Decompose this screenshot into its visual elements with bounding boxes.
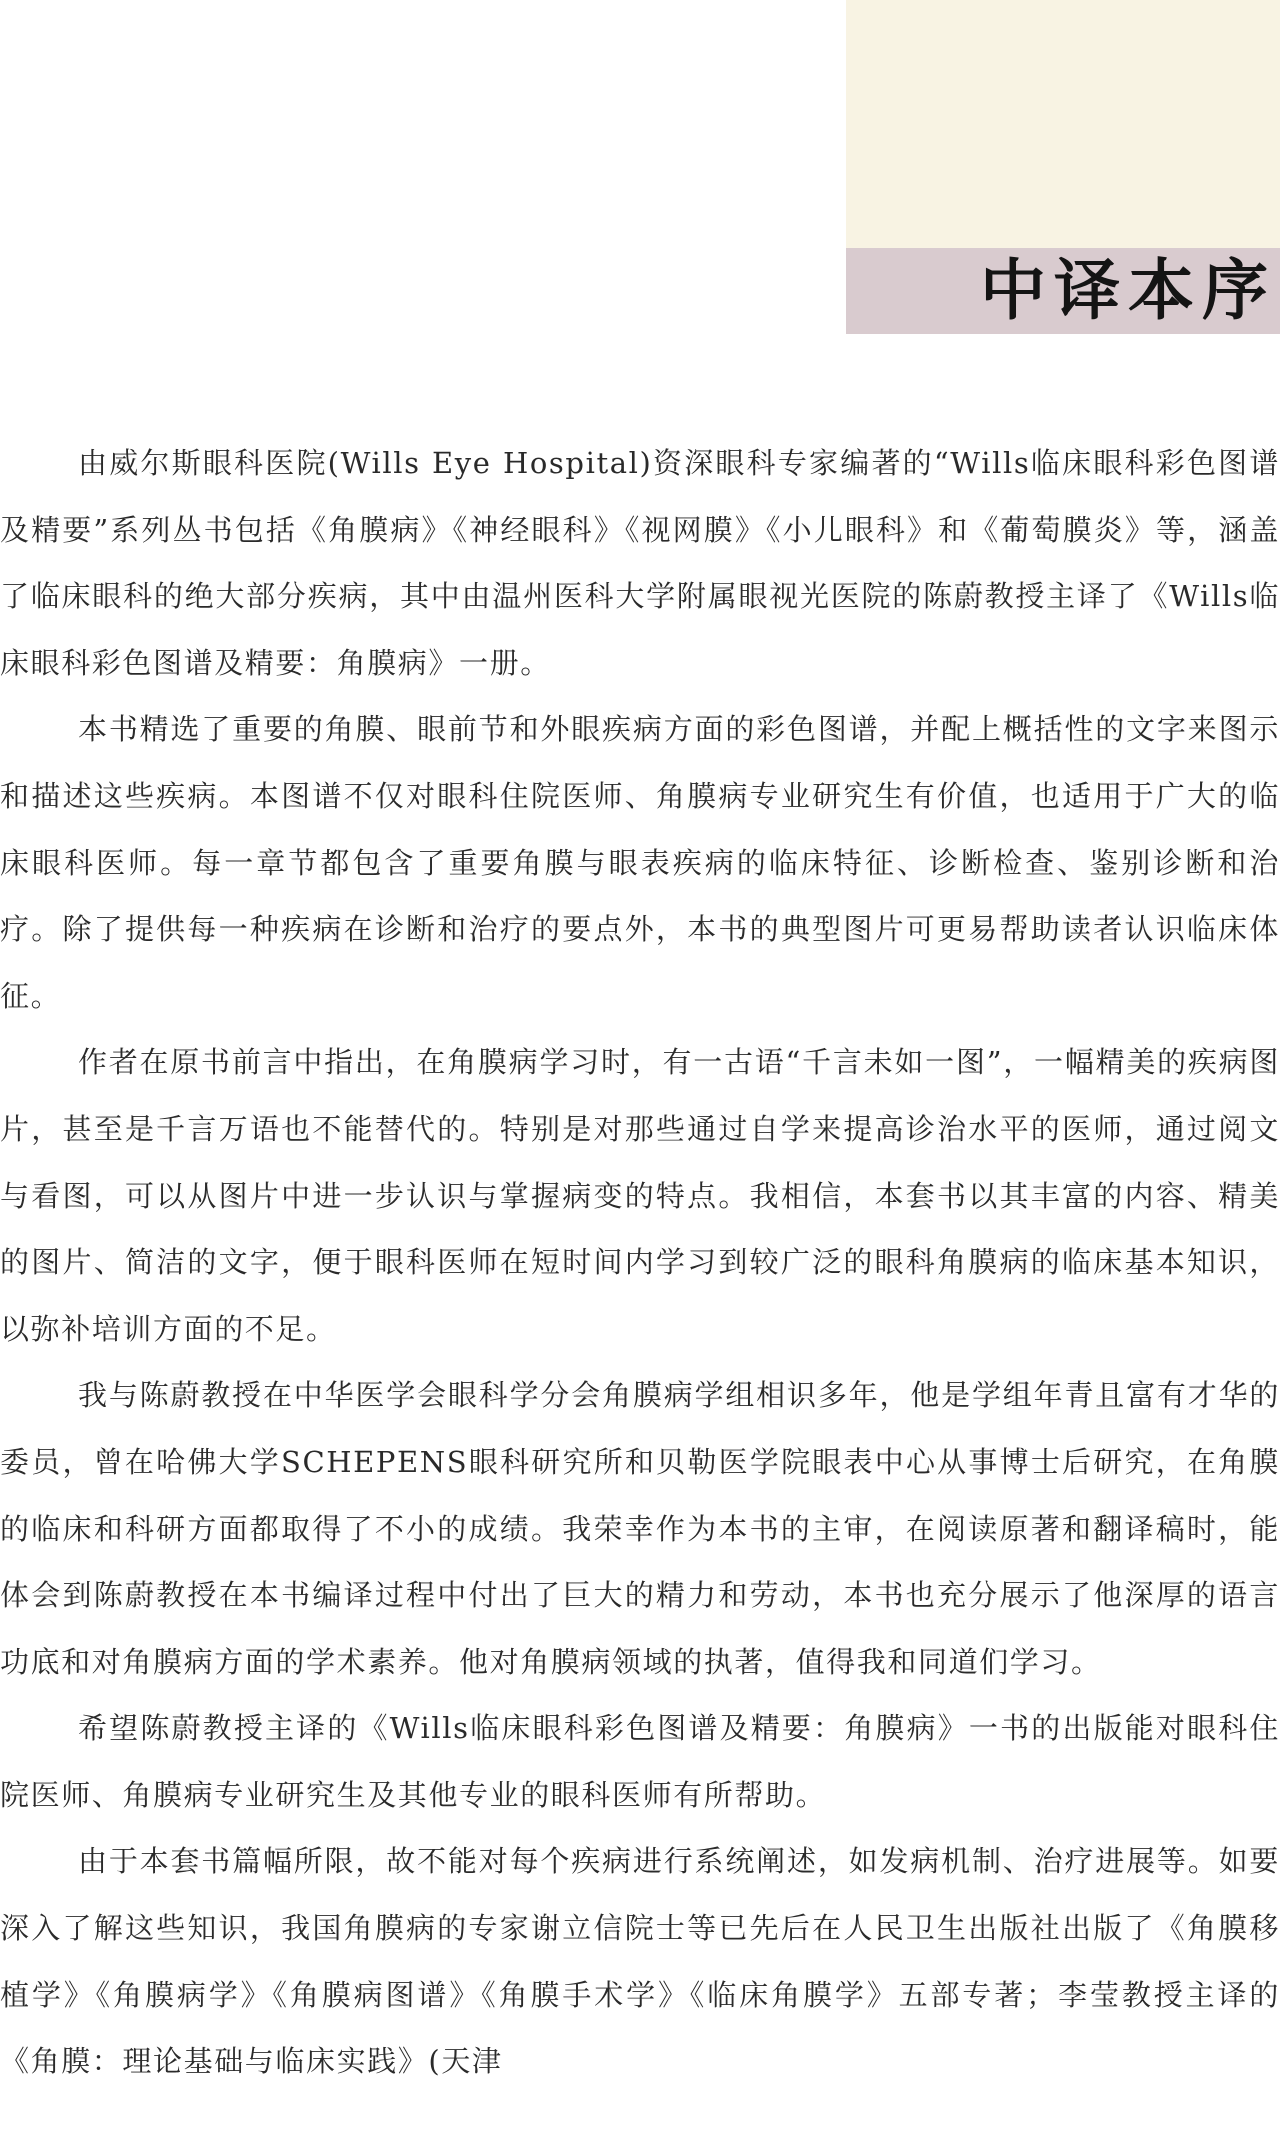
page-title: 中译本序 [980,252,1276,329]
paragraph-3: 作者在原书前言中指出，在角膜病学习时，有一古语“千言未如一图”，一幅精美的疾病图片，甚至是千言万语也不能替代的。特别是对那些通过自学来提高诊治水平的医师，通过阅文与看图，可以从图片中进一步认识与掌握病变的特点。我相信，本套书以其丰富的内容、精美的图片、简洁的文字，便于眼科医师在短时间内学习到较广泛的眼科角膜病的临床基本知识，以弥补培训方面的不足。 [0,1045,1280,1346]
preface-body [0,430,1280,2095]
paragraph-4: 我与陈蔚教授在中华医学会眼科学分会角膜病学组相识多年，他是学组年青且富有才华的委员，曾在哈佛大学SCHEPENS眼科研究所和贝勒医学院眼表中心从事博士后研究，在角膜的临床和科研方面都取得了不小的成绩。我荣幸作为本书的主审，在阅读原著和翻译稿时，能体会到陈蔚教授在本书编译过程中付出了巨大的精力和劳动，本书也充分展示了他深厚的语言功底和对角膜病方面的学术素养。他对角膜病领域的执著，值得我和同道们学习。 [0,1378,1280,1679]
paragraph-1: 由威尔斯眼科医院(Wills Eye Hospital)资深眼科专家编著的“Wills临床眼科彩色图谱及精要”系列丛书包括《角膜病》《神经眼科》《视网膜》《小儿眼科》和《葡萄膜炎》等，涵盖了临床眼科的绝大部分疾病，其中由温州医科大学附属眼视光医院的陈蔚教授主译了《Wills临床眼科彩色图谱及精要：角膜病》一册。 [0,446,1280,680]
decorative-corner-block [846,0,1280,248]
paragraph-6: 由于本套书篇幅所限，故不能对每个疾病进行系统阐述，如发病机制、治疗进展等。如要深入了解这些知识，我国角膜病的专家谢立信院士等已先后在人民卫生出版社出版了《角膜移植学》《角膜病学》《角膜病图谱》《角膜手术学》《临床角膜学》五部专著；李莹教授主译的《角膜：理论基础与临床实践》(天津 [0,1844,1280,2079]
title-band [846,248,1280,334]
paragraph-5: 希望陈蔚教授主译的《Wills临床眼科彩色图谱及精要：角膜病》一书的出版能对眼科住院医师、角膜病专业研究生及其他专业的眼科医师有所帮助。 [0,1711,1280,1812]
paragraph-2: 本书精选了重要的角膜、眼前节和外眼疾病方面的彩色图谱，并配上概括性的文字来图示和描述这些疾病。本图谱不仅对眼科住院医师、角膜病专业研究生有价值，也适用于广大的临床眼科医师。每一章节都包含了重要角膜与眼表疾病的临床特征、诊断检查、鉴别诊断和治疗。除了提供每一种疾病在诊断和治疗的要点外，本书的典型图片可更易帮助读者认识临床体征。 [0,712,1280,1013]
